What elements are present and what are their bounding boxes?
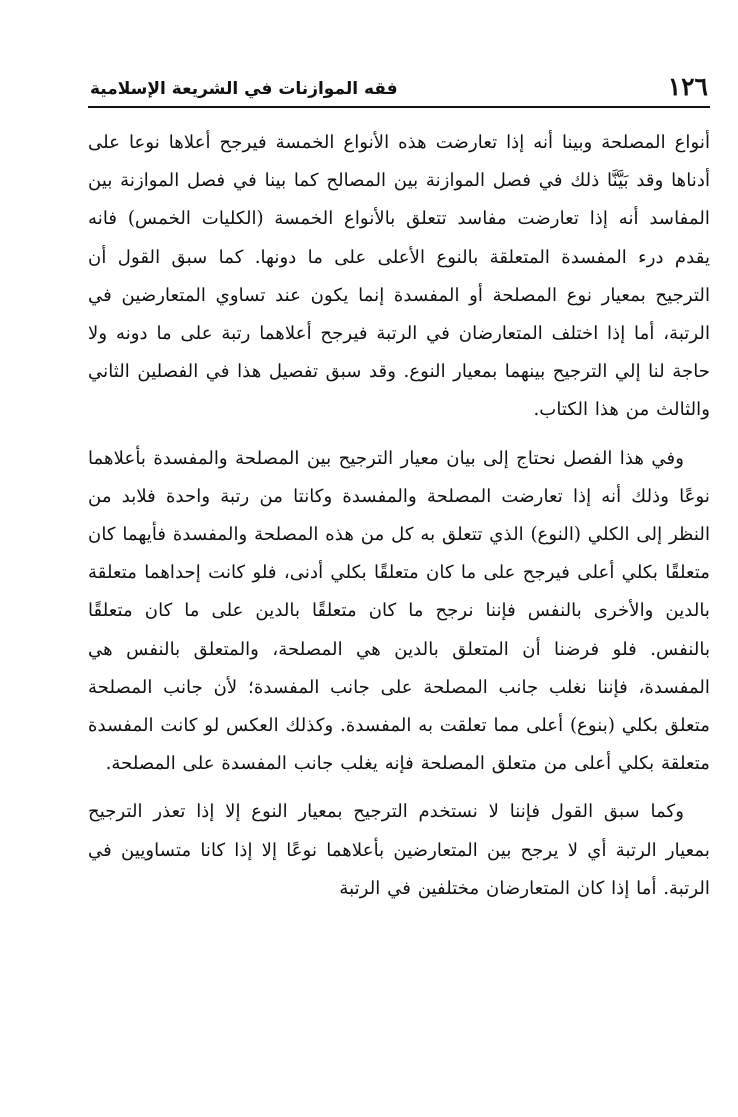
book-title-header: فقه الموازنات في الشريعة الإسلامية: [90, 79, 398, 99]
page-number: ١٢٦: [667, 72, 708, 101]
paragraph-2: وفي هذا الفصل نحتاج إلى بيان معيار الترجيح بين المصلحة والمفسدة بأعلاهما نوعًا وذلك أنه إذا تعارضت المصلحة والمفسدة وكانتا من رتبة واحدة فلابد من النظر إلى الكلي (النوع) الذي تتعلق به كل من هذه المصلحة والمفسدة فأيهما كان متعلقًا بكلي أعلى فيرجح على ما كان متعلقًا بكلي أدنى، فلو كانت إحداهما متعلقة بالدين والأخرى بالنفس فإننا نرجح ما كان متعلقًا بالدين على ما كان متعلقًا بالنفس. فلو فرضنا أن المتعلق بالدين هي المصلحة، والمتعلق بالنفس هي المفسدة، فإننا نغلب جانب المصلحة على جانب المفسدة؛ لأن جانب المصلحة متعلق بكلي (بنوع) أعلى مما تعلقت به المفسدة. وكذلك العكس لو كانت المفسدة متعلقة بكلي أعلى من متعلق المصلحة فإنه يغلب جانب المفسدة على المصلحة.: [88, 447, 710, 775]
paragraph-3: وكما سبق القول فإننا لا نستخدم الترجيح بمعيار النوع إلا إذا تعذر الترجيح بمعيار الرتبة أي لا يرجح بين المتعارضين بأعلاهما نوعًا إلا إذا كانا متساويين في الرتبة. أما إذا كان المتعارضان مختلفين في الرتبة: [88, 801, 710, 899]
page-body: [88, 124, 710, 908]
running-header: [88, 62, 710, 108]
book-page: [88, 62, 710, 918]
paragraph-1: أنواع المصلحة وبينا أنه إذا تعارضت هذه الأنواع الخمسة فيرجح أعلاها نوعا على أدناها وقد بَيَّنَّا ذلك في فصل الموازنة بين المصالح كما بينا في فصل الموازنة بين المفاسد أنه إذا تعارضت مفاسد تتعلق بالأنواع الخمسة (الكليات الخمس) فانه يقدم درء المفسدة المتعلقة بالنوع الأعلى على ما دونها. كما سبق القول أن الترجيح بمعيار نوع المصلحة أو المفسدة إنما يكون عند تساوي المتعارضين في الرتبة، أما إذا اختلف المتعارضان في الرتبة فيرجح أعلاهما رتبة على ما دونه ولا حاجة لنا إلي الترجيح بينهما بمعيار النوع. وقد سبق تفصيل هذا في الفصلين الثاني والثالث من هذا الكتاب.: [88, 132, 710, 421]
